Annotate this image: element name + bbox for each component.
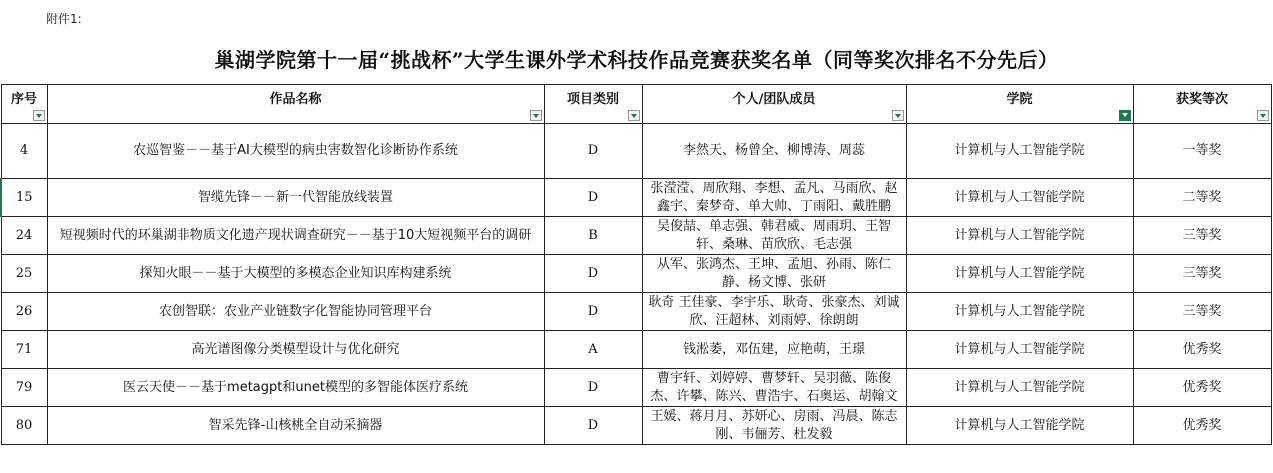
cell-college[interactable]: 计算机与人工智能学院 — [906, 124, 1133, 179]
column-header-no — [1, 85, 47, 124]
cell-category[interactable]: D — [544, 293, 642, 331]
cell-work[interactable]: 智缆先锋－－新一代智能放线装置 — [47, 179, 544, 217]
cell-award[interactable]: 优秀奖 — [1133, 331, 1271, 369]
filter-dropdown-icon[interactable] — [33, 110, 45, 121]
cell-award[interactable]: 二等奖 — [1133, 179, 1271, 217]
column-header-category — [544, 85, 642, 124]
cell-members[interactable]: 张滢滢、周欣翔、李想、孟凡、马雨欣、赵鑫宇、秦梦奇、单大帅、丁雨阳、戴胜鹏 — [642, 179, 906, 217]
filter-dropdown-icon[interactable] — [530, 110, 542, 121]
column-header-label: 学院 — [1006, 92, 1033, 107]
cell-work[interactable]: 医云天使－－基于metagpt和unet模型的多智能体医疗系统 — [47, 369, 544, 407]
cell-no[interactable]: 24 — [1, 217, 47, 255]
cell-college[interactable]: 计算机与人工智能学院 — [906, 255, 1133, 293]
cell-award[interactable]: 三等奖 — [1133, 293, 1271, 331]
cell-members[interactable]: 从军、张鸿杰、王坤、孟旭、孙雨、陈仁静、杨文博、张研 — [642, 255, 906, 293]
cell-work[interactable]: 高光谱图像分类模型设计与优化研究 — [47, 331, 544, 369]
cell-award[interactable]: 一等奖 — [1133, 124, 1271, 179]
column-header-label: 序号 — [10, 92, 37, 107]
table-row — [1, 179, 1271, 217]
page-title: 巢湖学院第十一届“挑战杯”大学生课外学术科技作品竞赛获奖名单（同等奖次排名不分先后） — [214, 48, 1059, 72]
table-row — [1, 255, 1271, 293]
table-row — [1, 369, 1271, 407]
cell-award[interactable]: 三等奖 — [1133, 217, 1271, 255]
cell-no[interactable]: 71 — [1, 331, 47, 369]
cell-college[interactable]: 计算机与人工智能学院 — [906, 217, 1133, 255]
cell-no[interactable]: 4 — [1, 124, 47, 179]
cell-award[interactable]: 三等奖 — [1133, 255, 1271, 293]
cell-no[interactable]: 79 — [1, 369, 47, 407]
cell-award[interactable]: 优秀奖 — [1133, 407, 1271, 445]
cell-no[interactable]: 80 — [1, 407, 47, 445]
header-row — [1, 85, 1271, 124]
column-header-label: 个人/团队成员 — [732, 92, 816, 107]
table-row — [1, 217, 1271, 255]
cell-award[interactable]: 优秀奖 — [1133, 369, 1271, 407]
cell-college[interactable]: 计算机与人工智能学院 — [906, 179, 1133, 217]
column-header-label: 作品名称 — [269, 92, 322, 107]
column-header-work — [47, 85, 544, 124]
cell-members[interactable]: 曹宇轩、刘婷婷、曹梦轩、吴羽薇、陈俊杰、许攀、陈兴、曹浩宇、石奥运、胡翰文 — [642, 369, 906, 407]
cell-work[interactable]: 农创智联：农业产业链数字化智能协同管理平台 — [47, 293, 544, 331]
table-row — [1, 331, 1271, 369]
cell-category[interactable]: D — [544, 255, 642, 293]
cell-college[interactable]: 计算机与人工智能学院 — [906, 369, 1133, 407]
cell-members[interactable]: 耿奇 王佳豪、李宇乐、耿奇、张豪杰、刘诚欣、汪超林、刘雨婷、徐朗朗 — [642, 293, 906, 331]
filter-dropdown-icon[interactable] — [1257, 110, 1269, 121]
column-header-label: 获奖等次 — [1175, 92, 1228, 107]
cell-members[interactable]: 王媛、蒋月月、苏妍心、房雨、冯晨、陈志刚、韦俪芳、杜发毅 — [642, 407, 906, 445]
cell-college[interactable]: 计算机与人工智能学院 — [906, 293, 1133, 331]
cell-college[interactable]: 计算机与人工智能学院 — [906, 331, 1133, 369]
cell-work[interactable]: 探知火眼－－基于大模型的多模态企业知识库构建系统 — [47, 255, 544, 293]
cell-category[interactable]: B — [544, 217, 642, 255]
column-header-award — [1133, 85, 1271, 124]
filter-active-icon[interactable] — [1119, 110, 1131, 121]
cell-work[interactable]: 农巡智鉴－－基于AI大模型的病虫害数智化诊断协作系统 — [47, 124, 544, 179]
cell-work[interactable]: 短视频时代的环巢湖非物质文化遗产现状调查研究－－基于10大短视频平台的调研 — [47, 217, 544, 255]
cell-category[interactable]: D — [544, 179, 642, 217]
cell-category[interactable]: D — [544, 407, 642, 445]
cell-members[interactable]: 钱淞萎，邓伍建，应艳萌，王璟 — [642, 331, 906, 369]
cell-no[interactable]: 25 — [1, 255, 47, 293]
awards-table — [0, 84, 1272, 445]
filter-dropdown-icon[interactable] — [892, 110, 904, 121]
cell-category[interactable]: D — [544, 369, 642, 407]
table-row — [1, 124, 1271, 179]
cell-category[interactable]: D — [544, 124, 642, 179]
column-header-college — [906, 85, 1133, 124]
filter-dropdown-icon[interactable] — [628, 110, 640, 121]
cell-work[interactable]: 智采先锋-山核桃全自动采摘器 — [47, 407, 544, 445]
cell-members[interactable]: 李然天、杨曾全、柳博涛、周蕊 — [642, 124, 906, 179]
table-row — [1, 407, 1271, 445]
column-header-members — [642, 85, 906, 124]
cell-members[interactable]: 吴俊喆、单志强、韩君威、周雨玥、王智轩、桑琳、苗欣欣、毛志强 — [642, 217, 906, 255]
column-header-label: 项目类别 — [566, 92, 619, 107]
cell-no[interactable]: 15 — [1, 179, 47, 217]
cell-category[interactable]: A — [544, 331, 642, 369]
cell-college[interactable]: 计算机与人工智能学院 — [906, 407, 1133, 445]
attachment-label: 附件1: — [46, 12, 82, 26]
cell-no[interactable]: 26 — [1, 293, 47, 331]
table-row — [1, 293, 1271, 331]
